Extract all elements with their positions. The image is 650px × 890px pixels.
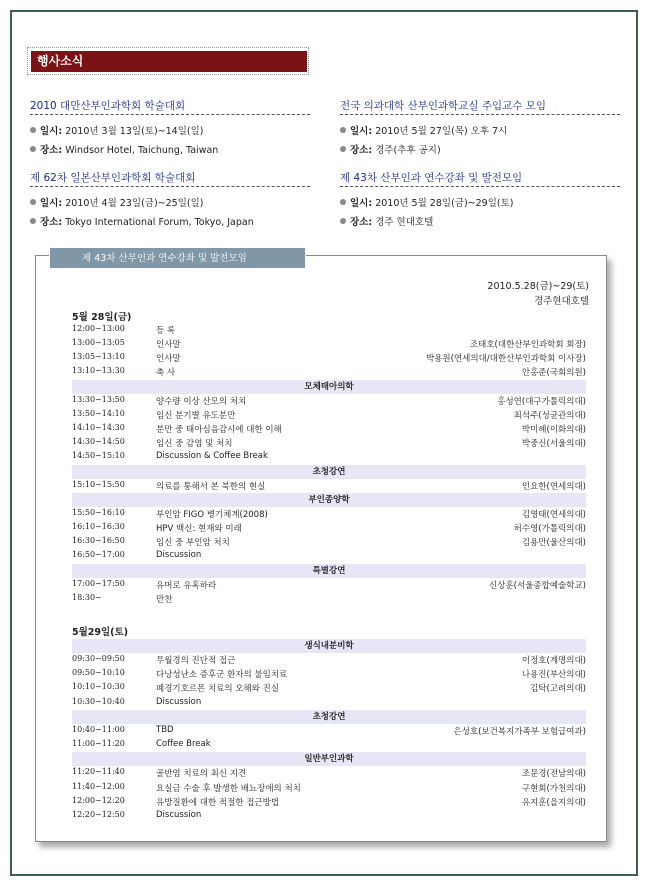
date-value: 2010년 5월 28일(금)~29일(토) xyxy=(375,198,514,209)
bullet-icon xyxy=(30,127,36,133)
schedule-time: 13:30~13:50 xyxy=(72,394,125,404)
schedule-row xyxy=(72,681,586,695)
schedule-row xyxy=(72,667,586,681)
schedule-time: 16:50~17:00 xyxy=(72,550,125,560)
schedule-row xyxy=(72,479,586,493)
program-box xyxy=(35,255,607,842)
schedule-speaker: 나용진(부산의대) xyxy=(521,670,586,681)
schedule-time: 13:50~14:10 xyxy=(72,408,125,418)
section-header: 모체태아의학 xyxy=(72,380,586,394)
schedule-time: 11:00~11:20 xyxy=(72,739,125,749)
schedule-time: 09:30~09:50 xyxy=(72,654,125,664)
event-venue xyxy=(30,214,254,228)
schedule-time: 15:50~16:10 xyxy=(72,507,125,517)
schedule-topic: 폐경기호르몬 치료의 오해와 진실 xyxy=(156,684,280,695)
schedule-topic: 양수량 이상 산모의 처치 xyxy=(156,396,247,407)
section-header: 특별강연 xyxy=(72,564,586,578)
schedule-time: 17:00~17:50 xyxy=(72,578,125,588)
schedule-time: 10:10~10:30 xyxy=(72,682,125,692)
schedule-row xyxy=(72,365,586,379)
venue-value: Tokyo International Forum, Tokyo, Japan xyxy=(65,217,254,228)
bullet-icon xyxy=(340,199,346,205)
schedule-topic: TBD xyxy=(156,724,174,735)
schedule-time: 12:00~12:20 xyxy=(72,795,125,805)
schedule-time: 14:50~15:10 xyxy=(72,451,125,461)
schedule-time: 11:40~12:00 xyxy=(72,781,125,791)
section-banner xyxy=(27,47,309,75)
event-title: 제 62차 일본산부인과학회 학술대회 xyxy=(30,170,310,187)
schedule-time: 14:10~14:30 xyxy=(72,423,125,433)
event-venue xyxy=(340,214,433,228)
schedule-time: 10:30~10:40 xyxy=(72,696,125,706)
date-value: 2010년 3월 13일(토)~14일(일) xyxy=(65,126,204,137)
schedule-speaker: 이정호(계명의대) xyxy=(521,656,586,667)
schedule-topic: 만찬 xyxy=(156,594,173,605)
schedule-row xyxy=(72,795,586,809)
schedule-speaker: 홍성연(대구가톨릭의대) xyxy=(497,396,586,407)
venue-value: 경주 현대호텔 xyxy=(375,217,434,228)
event-date xyxy=(30,195,203,209)
schedule-topic: 유방질환에 대한 적절한 접근방법 xyxy=(156,797,280,808)
event-title: 2010 대만산부인과학회 학술대회 xyxy=(30,98,310,115)
schedule-speaker: 은성호(보건복지가족부 보험급여과) xyxy=(453,726,586,737)
schedule-topic: Coffee Break xyxy=(156,739,211,750)
schedule-row xyxy=(72,323,586,337)
section-header: 부인종양학 xyxy=(72,493,586,507)
schedule-row xyxy=(72,592,586,606)
schedule-row xyxy=(72,408,586,422)
date-label: 일시: xyxy=(40,126,63,137)
schedule-row xyxy=(72,394,586,408)
event-date xyxy=(340,195,513,209)
schedule-topic: 무월경의 진단적 접근 xyxy=(156,656,236,667)
schedule-topic: 분만 중 태아심음감시에 대한 이해 xyxy=(156,425,282,436)
day1-heading: 5월 28일(금) xyxy=(72,312,132,323)
event-date xyxy=(340,123,507,137)
schedule-row xyxy=(72,781,586,795)
schedule-topic: Discussion xyxy=(156,696,202,707)
schedule-topic: 등 록 xyxy=(156,326,176,336)
bullet-icon xyxy=(340,218,346,224)
schedule-row xyxy=(72,724,586,738)
schedule-topic: 요실금 수술 후 발생한 배뇨장애의 처치 xyxy=(156,783,301,794)
bullet-icon xyxy=(30,218,36,224)
schedule-speaker: 안홍준(국회의원) xyxy=(521,368,586,379)
schedule-row xyxy=(72,696,586,710)
schedule-time: 15:10~15:50 xyxy=(72,479,125,489)
event-venue xyxy=(340,142,441,156)
program-date: 2010.5.28(금)~29(토) xyxy=(487,281,589,292)
schedule-row xyxy=(72,653,586,667)
program-venue: 경주현대호텔 xyxy=(533,296,589,307)
schedule-row xyxy=(72,535,586,549)
schedule-topic: 인사말 xyxy=(156,340,181,351)
schedule-topic: 축 사 xyxy=(156,368,176,379)
schedule-time: 13:10~13:30 xyxy=(72,366,125,376)
schedule-speaker: 신상훈(서울종합예술학교) xyxy=(489,580,586,591)
schedule-topic: 유머로 유혹하라 xyxy=(156,580,217,591)
section-title: 행사소식 xyxy=(31,51,307,72)
bullet-icon xyxy=(30,146,36,152)
venue-label: 장소: xyxy=(350,145,373,156)
event-title: 제 43차 산부인과 연수강좌 및 발전모임 xyxy=(340,170,620,187)
schedule-speaker: 김용만(울산의대) xyxy=(521,538,586,549)
day2-heading: 5월29일(토) xyxy=(72,627,129,638)
schedule-row xyxy=(72,351,586,365)
schedule-row xyxy=(72,738,586,752)
program-title: 제 43차 산부인과 연수강좌 및 발전모임 xyxy=(49,247,306,269)
schedule-time: 16:10~16:30 xyxy=(72,522,125,532)
schedule-time: 13:05~13:10 xyxy=(72,352,125,362)
section-header: 생식내분비학 xyxy=(72,639,586,653)
schedule-topic: 의료를 통해서 본 북한의 현실 xyxy=(156,481,266,492)
venue-label: 장소: xyxy=(350,217,373,228)
schedule-row xyxy=(72,507,586,521)
schedule-speaker: 구현회(가천의대) xyxy=(521,783,586,794)
schedule-row xyxy=(72,578,586,592)
schedule-speaker: 최석주(성균관의대) xyxy=(513,410,586,421)
schedule-speaker: 허수영(가톨릭의대) xyxy=(513,524,586,535)
schedule-topic: Discussion xyxy=(156,809,202,820)
schedule-topic: 인사말 xyxy=(156,354,181,365)
schedule-time: 12:00~13:00 xyxy=(72,324,125,333)
section-header: 초청강연 xyxy=(72,465,586,479)
venue-label: 장소: xyxy=(40,217,63,228)
schedule-speaker: 인요한(연세의대) xyxy=(521,481,586,492)
schedule-topic: Discussion & Coffee Break xyxy=(156,451,268,462)
schedule-time: 13:00~13:05 xyxy=(72,338,125,348)
schedule-speaker: 김영태(연세의대) xyxy=(521,509,586,520)
schedule-time: 18:30~ xyxy=(72,592,102,602)
section-header: 초청강연 xyxy=(72,710,586,724)
date-label: 일시: xyxy=(350,198,373,209)
schedule-row xyxy=(72,337,586,351)
schedule-row xyxy=(72,422,586,436)
schedule-speaker: 김탁(고려의대) xyxy=(530,684,586,695)
venue-label: 장소: xyxy=(40,145,63,156)
venue-value: Windsor Hotel, Taichung, Taiwan xyxy=(65,145,219,156)
schedule-time: 12:20~12:50 xyxy=(72,809,125,819)
date-value: 2010년 5월 27일(목) 오후 7시 xyxy=(375,126,508,137)
schedule-time: 14:30~14:50 xyxy=(72,437,125,447)
schedule-topic: 임신 중 감염 및 처치 xyxy=(156,439,233,450)
schedule-topic: 부인암 FIGO 병기체계(2008) xyxy=(156,509,268,520)
schedule-topic: 다낭성난소 증후군 환자의 불임치료 xyxy=(156,670,288,681)
event-venue xyxy=(30,142,218,156)
bullet-icon xyxy=(340,127,346,133)
event-date xyxy=(30,123,203,137)
date-label: 일시: xyxy=(350,126,373,137)
schedule-speaker: 유지훈(을지의대) xyxy=(521,797,586,808)
schedule-topic: HPV 백신: 현재와 미래 xyxy=(156,524,242,535)
event-title: 전국 의과대학 산부인과학교실 주임교수 모임 xyxy=(340,98,620,115)
schedule-topic: 골반염 치료의 최신 지견 xyxy=(156,769,247,780)
section-header: 일반부인과학 xyxy=(72,752,586,766)
schedule-topic: 임신 중 부인암 처치 xyxy=(156,538,230,549)
schedule-speaker: 박중신(서울의대) xyxy=(521,439,586,450)
schedule-topic: 임신 분기별 유도분만 xyxy=(156,410,236,421)
schedule-row xyxy=(72,521,586,535)
schedule-speaker: 박미혜(이화의대) xyxy=(521,425,586,436)
date-value: 2010년 4월 23일(금)~25일(일) xyxy=(65,198,204,209)
schedule-speaker: 조태호(대한산부인과학회 회장) xyxy=(469,340,586,351)
schedule-row xyxy=(72,549,586,563)
schedule-time: 10:40~11:00 xyxy=(72,724,125,734)
schedule-speaker: 박용원(연세의대/대한산부인과학회 이사장) xyxy=(426,354,586,365)
schedule-row xyxy=(72,766,586,780)
venue-value: 경주(추후 공지) xyxy=(375,145,441,156)
bullet-icon xyxy=(30,199,36,205)
schedule-time: 11:20~11:40 xyxy=(72,767,125,777)
schedule-row xyxy=(72,436,586,450)
schedule-time: 16:30~16:50 xyxy=(72,536,125,546)
bullet-icon xyxy=(340,146,346,152)
schedule-topic: Discussion xyxy=(156,550,202,561)
date-label: 일시: xyxy=(40,198,63,209)
schedule-row xyxy=(72,450,586,464)
schedule-speaker: 조문경(전남의대) xyxy=(521,769,586,780)
schedule-time: 09:50~10:10 xyxy=(72,668,125,678)
schedule-row xyxy=(72,809,586,823)
